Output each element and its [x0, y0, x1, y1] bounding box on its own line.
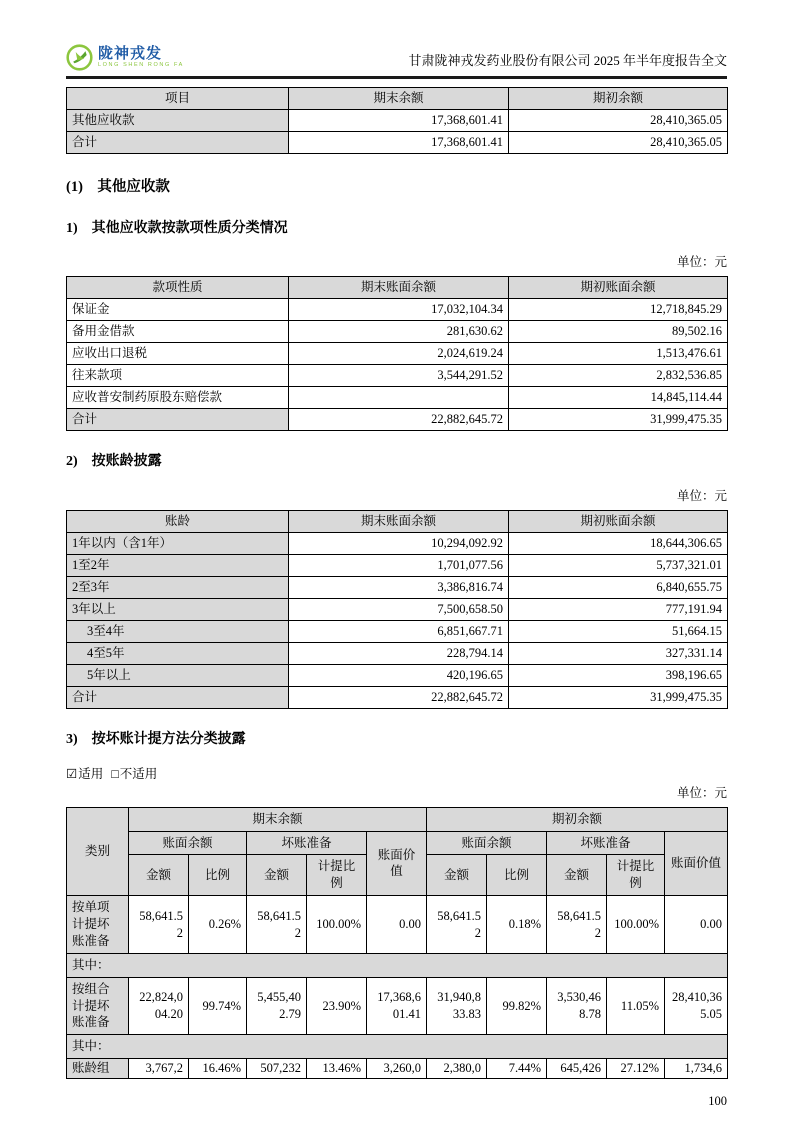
applicable-label: 适用	[78, 766, 104, 781]
cell-value: 17,032,104.34	[289, 299, 509, 321]
section-heading-other-receivables: (1) 其他应收款	[66, 179, 170, 195]
table-row	[67, 977, 728, 1035]
column-header: 坏账准备	[247, 831, 367, 855]
row-label: 备用金借款	[67, 321, 289, 343]
cell-value: 3,530,468.78	[547, 977, 607, 1035]
cell-value: 6,851,667.71	[289, 621, 509, 643]
column-header: 账面余额	[427, 831, 547, 855]
unit-label: 单位：元	[676, 489, 727, 504]
divider-label: 其中：	[67, 953, 728, 977]
cell-value: 2,024,619.24	[289, 343, 509, 365]
cell-value: 18,644,306.65	[509, 533, 728, 555]
unit-label: 单位：元	[676, 255, 727, 270]
row-label: 账龄组	[67, 1059, 129, 1079]
cell-value: 14,845,114.44	[509, 387, 728, 409]
cell-value: 12,718,845.29	[509, 299, 728, 321]
row-label: 1年以内（含1年）	[67, 533, 289, 555]
cell-value: 0.18%	[487, 896, 547, 954]
table-row	[67, 896, 728, 954]
cell-value: 5,737,321.01	[509, 555, 728, 577]
table-row	[67, 577, 728, 599]
cell-value: 228,794.14	[289, 643, 509, 665]
cell-value: 58,641.52	[547, 896, 607, 954]
table-row	[67, 132, 728, 154]
row-label: 合计	[67, 132, 289, 154]
subtotal-divider-row	[67, 953, 728, 977]
cell-value: 777,191.94	[509, 599, 728, 621]
table-row	[67, 687, 728, 709]
row-label: 3年以上	[67, 599, 289, 621]
table-row	[67, 599, 728, 621]
table-row	[67, 343, 728, 365]
row-label: 2至3年	[67, 577, 289, 599]
divider-label: 其中：	[67, 1035, 728, 1059]
column-header: 期初余额	[509, 88, 728, 110]
cell-value	[289, 387, 509, 409]
cell-value: 6,840,655.75	[509, 577, 728, 599]
column-header: 账面价值	[665, 831, 728, 896]
column-header: 坏账准备	[547, 831, 665, 855]
table-header-row	[67, 831, 728, 855]
cell-value: 31,940,833.83	[427, 977, 487, 1035]
cell-value: 99.74%	[189, 977, 247, 1035]
table-row	[67, 387, 728, 409]
cell-value: 99.82%	[487, 977, 547, 1035]
cell-value: 100.00%	[607, 896, 665, 954]
subtotal-divider-row	[67, 1035, 728, 1059]
cell-value: 507,232	[247, 1059, 307, 1079]
cell-value: 3,767,2	[129, 1059, 189, 1079]
column-header: 款项性质	[67, 277, 289, 299]
row-label: 保证金	[67, 299, 289, 321]
row-label: 应收普安制药原股东赔偿款	[67, 387, 289, 409]
column-header: 金额	[547, 855, 607, 896]
cell-value: 17,368,601.41	[289, 110, 509, 132]
column-header: 期末账面余额	[289, 277, 509, 299]
company-logo	[66, 44, 184, 71]
cell-value: 28,410,365.05	[509, 132, 728, 154]
cell-value: 3,544,291.52	[289, 365, 509, 387]
cell-value: 5,455,402.79	[247, 977, 307, 1035]
cell-value: 17,368,601.41	[367, 977, 427, 1035]
column-header: 项目	[67, 88, 289, 110]
not-applicable-label: 不适用	[119, 766, 158, 781]
cell-value: 89,502.16	[509, 321, 728, 343]
nature-table	[66, 276, 728, 431]
checked-checkbox-icon: ☑	[66, 766, 78, 781]
table-row	[67, 621, 728, 643]
column-header: 计提比例	[307, 855, 367, 896]
cell-value: 1,734,6	[665, 1059, 728, 1079]
table-row	[67, 299, 728, 321]
subsection-heading-by-aging: 2) 按账龄披露	[66, 454, 162, 470]
applicability-row	[66, 766, 727, 783]
row-label: 按单项计提坏账准备	[67, 896, 129, 954]
cell-value: 7.44%	[487, 1059, 547, 1079]
cell-value: 3,260,0	[367, 1059, 427, 1079]
cell-value: 7,500,658.50	[289, 599, 509, 621]
table-header-row	[67, 511, 728, 533]
cell-value: 1,701,077.56	[289, 555, 509, 577]
cell-value: 398,196.65	[509, 665, 728, 687]
column-header: 期初余额	[427, 807, 728, 831]
cell-value: 327,331.14	[509, 643, 728, 665]
cell-value: 1,513,476.61	[509, 343, 728, 365]
cell-value: 31,999,475.35	[509, 409, 728, 431]
table-row	[67, 665, 728, 687]
provision-method-table	[66, 807, 728, 1079]
cell-value: 3,386,816.74	[289, 577, 509, 599]
cell-value: 10,294,092.92	[289, 533, 509, 555]
cell-value: 58,641.52	[247, 896, 307, 954]
row-label: 1至2年	[67, 555, 289, 577]
table-row	[67, 365, 728, 387]
subsection-heading-by-nature: 1) 其他应收款按款项性质分类情况	[66, 220, 288, 236]
cell-value: 31,999,475.35	[509, 687, 728, 709]
cell-value: 27.12%	[607, 1059, 665, 1079]
row-label: 合计	[67, 687, 289, 709]
cell-value: 16.46%	[189, 1059, 247, 1079]
table-header-row	[67, 807, 728, 831]
cell-value: 11.05%	[607, 977, 665, 1035]
row-label: 3至4年	[67, 621, 289, 643]
row-label: 合计	[67, 409, 289, 431]
table-header-row	[67, 88, 728, 110]
page-number: 100	[708, 1094, 727, 1109]
aging-table	[66, 510, 728, 709]
table-row	[67, 1059, 728, 1079]
logo-text	[98, 46, 184, 69]
column-header: 期末账面余额	[289, 511, 509, 533]
subsection-heading-by-method: 3) 按坏账计提方法分类披露	[66, 732, 246, 748]
cell-value: 58,641.52	[427, 896, 487, 954]
column-header: 金额	[129, 855, 189, 896]
cell-value: 17,368,601.41	[289, 132, 509, 154]
column-header: 类别	[67, 807, 129, 896]
table-row	[67, 643, 728, 665]
report-title: 甘肃陇神戎发药业股份有限公司 2025 年半年度报告全文	[408, 53, 727, 69]
column-header: 期末余额	[289, 88, 509, 110]
cell-value: 58,641.52	[129, 896, 189, 954]
table-row	[67, 110, 728, 132]
cell-value: 22,882,645.72	[289, 687, 509, 709]
column-header: 计提比例	[607, 855, 665, 896]
table-row	[67, 533, 728, 555]
cell-value: 23.90%	[307, 977, 367, 1035]
cell-value: 2,832,536.85	[509, 365, 728, 387]
column-header: 比例	[189, 855, 247, 896]
cell-value: 51,664.15	[509, 621, 728, 643]
cell-value: 100.00%	[307, 896, 367, 954]
cell-value: 0.26%	[189, 896, 247, 954]
table-header-row	[67, 277, 728, 299]
table-row	[67, 321, 728, 343]
logo-mark-icon	[66, 44, 93, 71]
cell-value: 281,630.62	[289, 321, 509, 343]
row-label: 5年以上	[67, 665, 289, 687]
summary-table	[66, 87, 728, 154]
cell-value: 22,824,004.20	[129, 977, 189, 1035]
unchecked-checkbox-icon: □	[111, 766, 119, 781]
cell-value: 645,426	[547, 1059, 607, 1079]
column-header: 比例	[487, 855, 547, 896]
column-header: 账面价值	[367, 831, 427, 896]
unit-label: 单位：元	[676, 785, 727, 800]
column-header: 期初账面余额	[509, 511, 728, 533]
row-label: 按组合计提坏账准备	[67, 977, 129, 1035]
column-header: 期初账面余额	[509, 277, 728, 299]
table-row	[67, 555, 728, 577]
column-header: 账龄	[67, 511, 289, 533]
cell-value: 28,410,365.05	[509, 110, 728, 132]
cell-value: 2,380,0	[427, 1059, 487, 1079]
column-header: 期末余额	[129, 807, 427, 831]
row-label: 4至5年	[67, 643, 289, 665]
cell-value: 22,882,645.72	[289, 409, 509, 431]
cell-value: 420,196.65	[289, 665, 509, 687]
brand-subtitle: LONG SHEN RONG FA	[98, 62, 184, 69]
cell-value: 0.00	[665, 896, 728, 954]
row-label: 应收出口退税	[67, 343, 289, 365]
cell-value: 0.00	[367, 896, 427, 954]
column-header: 金额	[247, 855, 307, 896]
row-label: 其他应收款	[67, 110, 289, 132]
row-label: 往来款项	[67, 365, 289, 387]
cell-value: 28,410,365.05	[665, 977, 728, 1035]
table-row	[67, 409, 728, 431]
page-header	[66, 44, 727, 79]
cell-value: 13.46%	[307, 1059, 367, 1079]
column-header: 账面余额	[129, 831, 247, 855]
column-header: 金额	[427, 855, 487, 896]
brand-name: 陇神戎发	[98, 45, 163, 63]
